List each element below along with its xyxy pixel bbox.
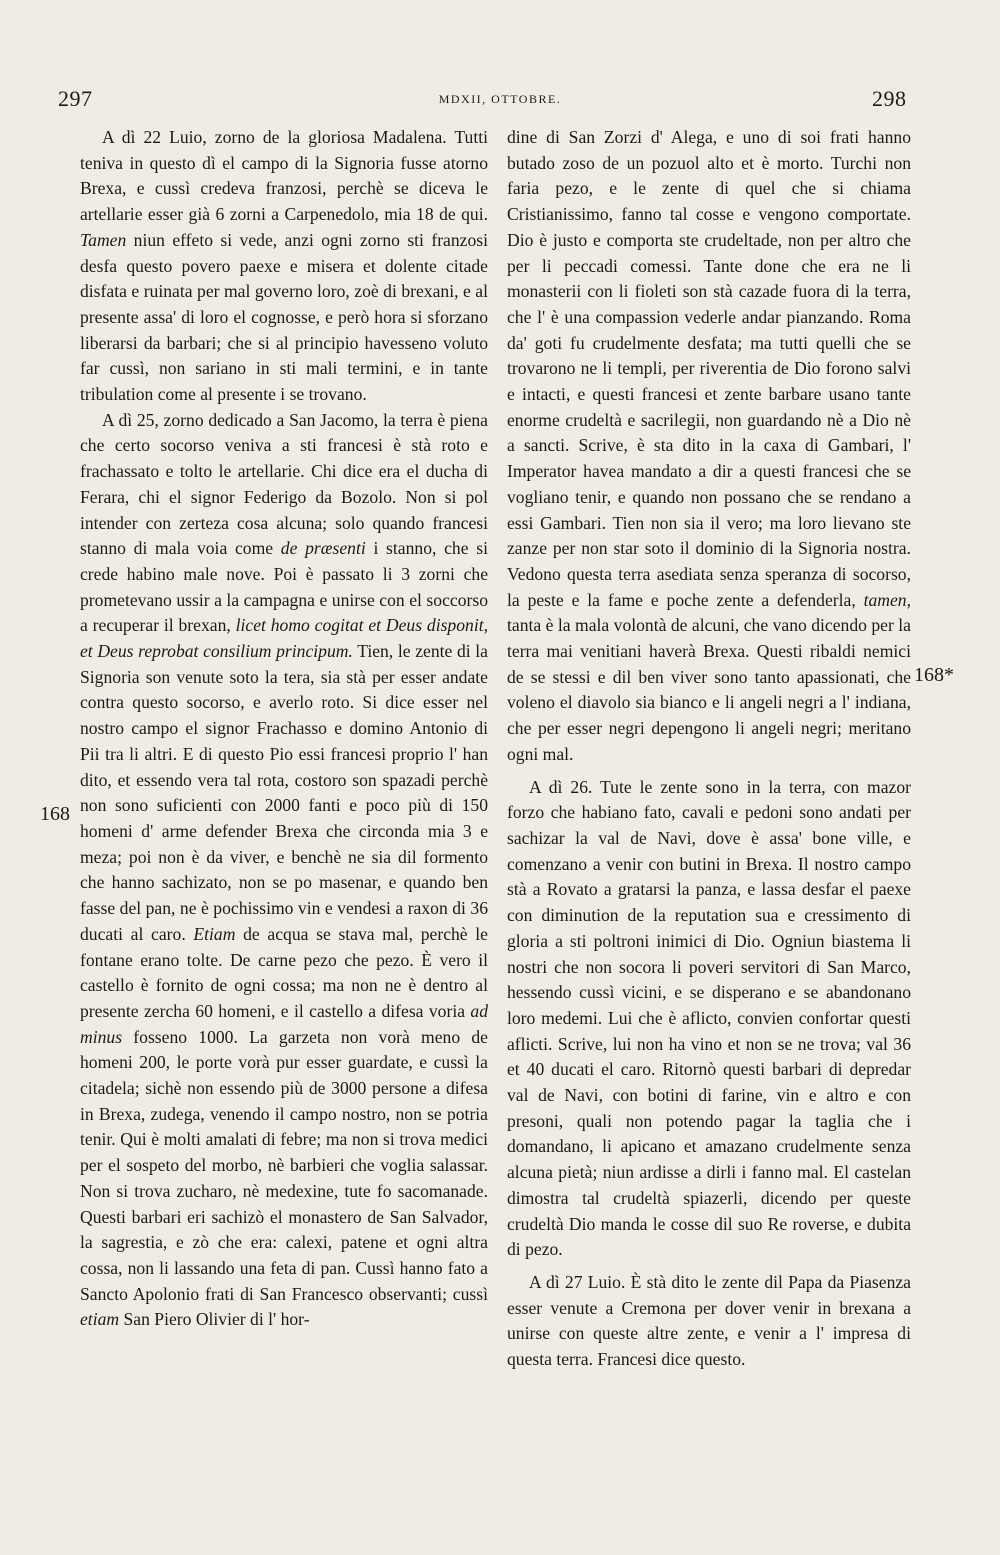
paragraph: A dì 22 Luio, zorno de la gloriosa Madalena. Tutti teniva in questo dì el campo di la Signoria fusse atorno Brexa, e cussì credeva franzosi, perchè se diceva le artellarie esser già 6 zorni a Carpenedolo, mia 18 de qui. Tamen niun effeto si vede, anzi ogni zorno sti franzosi desfa questo povero paexe e misera et dolente citade disfata e ruinata per mal governo loro, zoè di brexani, e al presente assa' di loro el cognosse, e però hora si sforzano liberarsi da barbari; che si al principio havesseno voluto far cussì, non sariano in sti mali termini, e in tante tribulation come al presente i se trovano. xyxy=(80,127,488,405)
paragraph: A dì 26. Tute le zente sono in la terra, con mazor forzo che habiano fato, cavali e pedoni sono andati per sachizar la val de Navi, dove è assa' bone ville, e comenzano a venir con butini in Brexa. Il nostro campo stà a Rovato a gratarsi la panza, e lassa desfar el paexe con diminution de la reputation sua e cressimento di gloria a sti poltroni inimici di Dio. Ogniun biastema li nostri che non socora li poveri servitori di San Marco, hessendo cussì vicini, e se disperano e se abandonano loro medemi. Lui che è aflicto, convien confortar questi aflicti. Scrive, lui non ha vino et non se ne trova; val 36 et 40 ducati el caro. Ritornò questi barbari di depredar val de Navi, con botini di farine, vin e altro e con presoni, quali non potendo pagar la taglia che i domandano, li apicano et amazano crudelmente senza alcuna pietà; niun ardisse a dirli i fanno mal. El castelan dimostra tal crudeltà spiazerli, dicendo per queste crudeltà Dio manda le cosse dil suo Re roverse, e dubita di pezo. xyxy=(507,776,911,1260)
italic-text: etiam xyxy=(80,1309,120,1330)
italic-text: de præsenti xyxy=(280,538,366,559)
margin-note-right: 168* xyxy=(914,664,954,686)
paragraph: dine di San Zorzi d' Alega, e uno di soi frati hanno butado zoso de un pozuol alto et è morto. Turchi non faria pezo, e le zente di quel che si chiama Cristianissimo, fanno tal cosse e vengono comportate. Dio è justo e comporta ste crudeltade, non per altro che per li peccadi comessi. Tante done che era ne li monasterii con li fioleti son stà cazade fuora di la terra, che l' è una compassion vederle andar pianzando. Roma da' goti fu crudelmente desfata; ma tutti quelli che se trovarono ne li templi, per riverentia de Dio forono salvi e intacti, e questi francesi et zente barbare usano tante enorme crudeltà e sacrilegii, non guardando nè a Dio nè a sancti. Scrive, è sta dito in la caxa di Gambari, l' Imperator havea mandato a dir a questi francesi che se vogliano tenir, e quando non possano che se rendano a essi Gambari. Tien non sia il vero; ma loro lievano ste zanze per non star soto il dominio di la Signoria nostra. Vedono questa terra asediata senza speranza di socorso, la peste e la fame e poche zente a defenderla, tamen, tanta è la mala volontà de alcuni, che vano dicendo per la terra mai venitiani haverà Brexa. Questi ribaldi nemici de se stessi e dil ben viver sono tanto apassionati, che voleno el diavolo sia bianco e li angeli negri a l' indiana, che per esser negri depengono li angeli negri; meritano ogni mal. xyxy=(507,127,911,764)
paragraph: A dì 25, zorno dedicado a San Jacomo, la terra è piena che certo socorso veniva a sti francesi è stà roto e frachassato e tolto le artellarie. Chi dice era el ducha di Ferara, chi el signor Federigo da Bozolo. Non si pol intender con zerteza cosa alcuna; solo quando francesi stanno di mala voia come de præsenti i stanno, che si crede habino male nove. Poi è passato li 3 zorni che prometevano ussir a la campagna e unirse con el soccorso a recuperar il brexan, licet homo cogitat et Deus disponit, et Deus reprobat consilium principum. Tien, le zente di la Signoria son venute soto la tera, sia stà per esser andate contra questo socorso, e averlo roto. Si dice esser nel nostro campo el signor Frachasso e domino Antonio di Pii tra li altri. E di questo Pio essi francesi proprio l' han dito, et essendo vera tal rota, costoro son spazadi perchè non sono suficienti con 2000 fanti e poco più di 150 homeni d' arme defender Brexa che circonda mia 3 e meza; poi non è da viver, e benchè ne sia dil formento che hanno sachizato, non se po masenar, e quando ben fasse del pan, ne è pochissimo vin e vendesi a raxon di 36 ducati al caro. Etiam de acqua se stava mal, perchè le fontane erano tolte. De carne pezo che pezo. È vero il castello è fornito de ogni cossa; ma non ne è dentro al presente zercha 60 homeni, e il castello a difesa voria ad minus fosseno 1000. La garzeta non vorà meno de homeni 200, le porte vorà pur esser guardate, e cussì la citadela; sichè non essendo più de 3000 persone a difesa in Brexa, zudega, venendo il campo nostro, non se potria tenir. Qui è molti amalati di febre; ma non si trova medici per el sospeto del morbo, nè barbieri che voglia salassar. Non si trova zucharo, nè medexine, tute fo sacomanade. Questi barbari eri sachizò el monastero de San Salvador, la sagrestia, e zò che era: calexi, patene et ogni altra cossa, non li lassando una feta di pan. Cussì hanno fato a Sancto Apolonio frati di San Francesco observanti; cussì etiam San Piero Olivier di l' hor- xyxy=(80,409,488,1330)
running-header: MDXII, OTTOBRE. xyxy=(438,92,562,106)
italic-text: tamen, xyxy=(863,589,911,610)
right-page-number: 298 xyxy=(872,86,907,111)
italic-text: licet homo cogitat et Deus disponit, et Deus reprobat consilium principum. xyxy=(80,615,488,662)
left-page-number: 297 xyxy=(58,86,93,111)
italic-text: Etiam xyxy=(193,923,236,944)
right-column xyxy=(507,125,911,1525)
left-column xyxy=(80,125,488,1525)
paragraph: A dì 27 Luio. È stà dito le zente dil Papa da Piasenza esser venute a Cremona per dover venir in brexana a unirse con queste altre zente, e venir a l' impresa di questa terra. Francesi dice questo. xyxy=(507,1271,911,1370)
italic-text: ad minus xyxy=(80,1000,488,1047)
italic-text: Tamen xyxy=(80,229,127,250)
margin-note-left: 168 xyxy=(40,803,70,825)
